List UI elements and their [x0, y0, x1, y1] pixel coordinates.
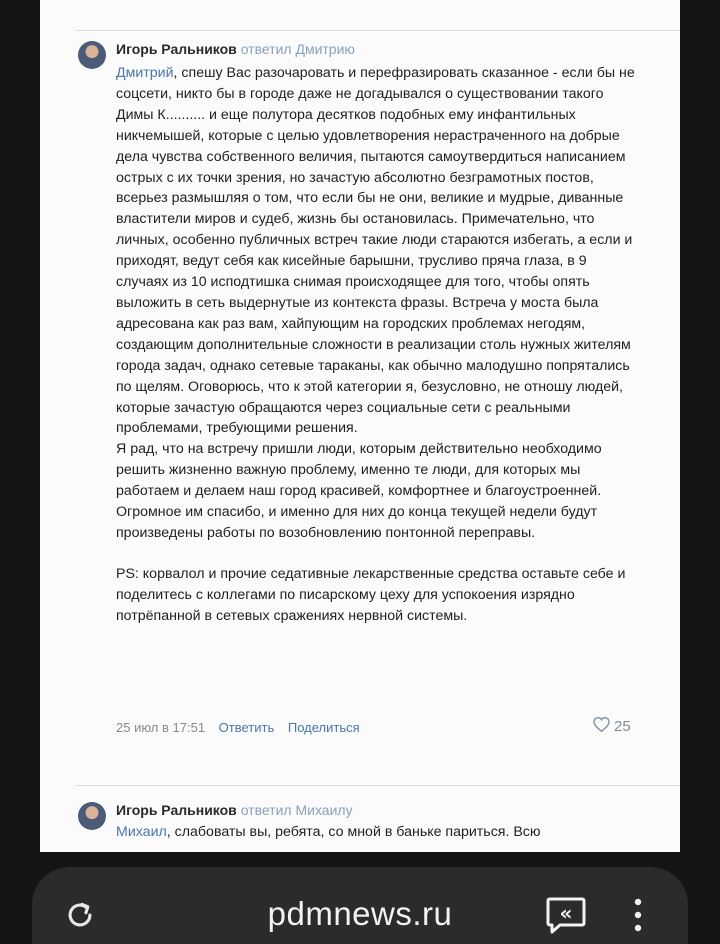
- reply-to-label[interactable]: ответил Михаилу: [240, 802, 353, 818]
- comment-header: [116, 40, 355, 58]
- mention-link[interactable]: Михаил: [116, 824, 167, 840]
- comment-date[interactable]: 25 июл в 17:51: [116, 720, 206, 735]
- divider-top: [76, 30, 680, 31]
- reply-button[interactable]: Ответить: [218, 720, 275, 735]
- comment-text: [116, 63, 636, 627]
- divider-between-comments: [76, 785, 680, 786]
- comment-header: [116, 801, 353, 819]
- comment-paragraph-3: PS: корвалол и прочие седативные лекарственные средства оставьте себе и поделитесь с коллегами по писарскому цеху для успокоения изрядно потрёпанной в сетевых сражениях нервной системы.: [116, 565, 626, 624]
- like-count: 25: [614, 718, 631, 735]
- mention-link[interactable]: Дмитрий: [116, 65, 174, 81]
- avatar[interactable]: [78, 802, 106, 830]
- comment-paragraph-1: Дмитрий, спешу Вас разочаровать и перефразировать сказанное - если бы не соцсети, никто бы в городе даже не догадывался о существовании такого Димы К.......... и еще полутора десятков подобных ему инфантильных никчемышей, которые с целью удовлетворения нерастраченного на добрые дела чувства собственного величия, пытаются самоутвердиться написанием острых с их точки зрения, но зачастую абсолютно безграмотных постов, всерьез размышляя о том, что если бы не они, великие и мудрые, диванные властители миров и судеб, жизнь бы остановилась. Примечательно, что личных, особенно публичных встреч такие люди стараются избегать, а если и приходят, ведут себя как кисейные барышни, трусливо пряча глаза, в 9 случаях из 10 исподтишка снимая происходящее для того, чтобы опять выложить в сеть выдернутые из контекста фразы. Встреча у моста была адресована как раз вам, хайпующим на городских проблемах негодям, создающим дополнительные сложности в реализации столь нужных жителям города задач, однако сетевые тараканы, как обычно малодушно попрятались по щелям. Оговорюсь, что к этой категории я, безусловно, не отношу людей, которые зачастую обращаются через социальные сети с реальными проблемами, требующими решения.: [116, 65, 635, 437]
- reply-to-label[interactable]: ответил Дмитрию: [240, 41, 355, 57]
- chat-quote-icon[interactable]: [542, 893, 590, 937]
- avatar[interactable]: [78, 41, 106, 69]
- address-bar[interactable]: pdmnews.ru: [267, 895, 453, 932]
- share-button[interactable]: Поделиться: [287, 720, 360, 735]
- svg-text:«: «: [559, 901, 573, 925]
- comment-paragraph-2: Я рад, что на встречу пришли люди, которым действительно необходимо решить жизненно важную проблему, именно те люди, для которых мы работаем и делаем наш город красивей, комфортнее и благоустроенней. Огромное им спасибо, и именно для них до конца текущей недели будут произведены работы по возобновлению понтонной переправы.: [116, 441, 602, 541]
- author-name[interactable]: Игорь Ральников: [116, 802, 237, 818]
- screenshot-page: [40, 0, 680, 852]
- browser-toolbar: [32, 867, 688, 944]
- comment-meta: [116, 720, 360, 735]
- author-name[interactable]: Игорь Ральников: [116, 41, 237, 57]
- like-button[interactable]: [593, 717, 631, 736]
- comment-text: [116, 822, 636, 843]
- heart-icon: [593, 717, 610, 736]
- comment-paragraph-1-text: спешу Вас разочаровать и перефразировать сказанное - если бы не соцсети, никто бы в городе даже не догадывался о существовании такого Димы К.......... и еще полутора десятков подобных ему инфантильных никчемышей, которые с целью удовлетворения нерастраченного на добрые дела чувства собственного величия, пытаются самоутвердиться написанием острых с их точки зрения, но зачастую абсолютно безграмотных постов, всерьез размышляя о том, что если бы не они, великие и мудрые, диванные властители миров и судеб, жизнь бы остановилась. Примечательно, что личных, особенно публичных встреч такие люди стараются избегать, а если и приходят, ведут себя как кисейные барышни, трусливо пряча глаза, в 9 случаях из 10 исподтишка снимая происходящее для того, чтобы опять выложить в сеть выдернутые из контекста фразы. Встреча у моста была адресована как раз вам, хайпующим на городских проблемах негодям, создающим дополнительные сложности в реализации столь нужных жителям города задач, однако сетевые тараканы, как обычно малодушно попрятались по щелям. Оговорюсь, что к этой категории я, безусловно, не отношу людей, которые зачастую обращаются через социальные сети с реальными проблемами, требующими решения.: [116, 65, 635, 437]
- more-vert-icon[interactable]: [624, 895, 652, 935]
- comment-text-body: , слабоваты вы, ребята, со мной в баньке париться. Всю: [166, 824, 541, 840]
